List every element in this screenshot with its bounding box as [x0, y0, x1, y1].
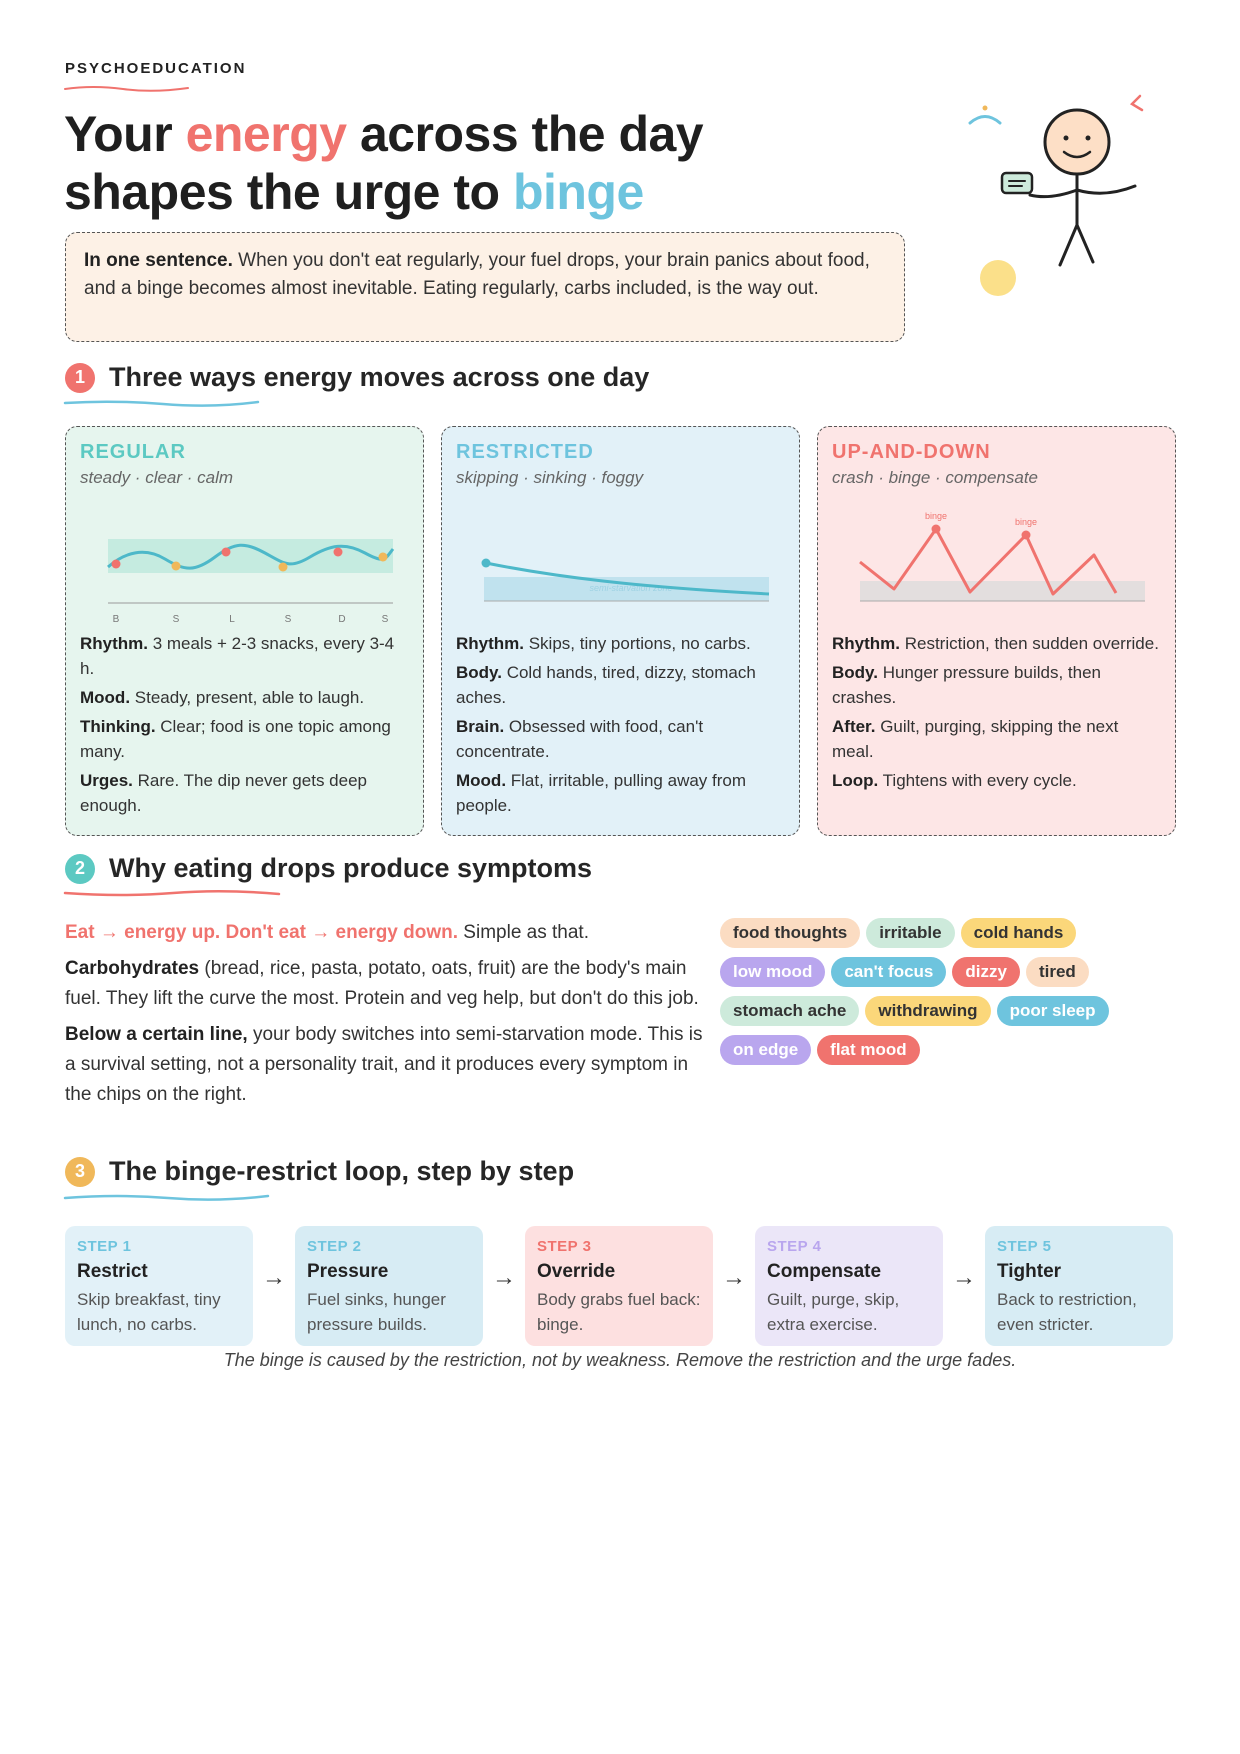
section-1-number: 1 [65, 363, 95, 393]
card-subtitle: crash · binge · compensate [832, 468, 1038, 487]
chip: irritable [866, 918, 954, 948]
card-body [80, 631, 412, 822]
card-row: After. Guilt, purging, skipping the next meal. [832, 717, 1119, 761]
paragraph: Eat → energy up. Don't eat → energy down. Simple as that. [65, 922, 589, 943]
section-1-title: Three ways energy moves across one day [109, 362, 650, 392]
tick-s3: S [381, 614, 389, 625]
binge-label-1: binge [924, 511, 948, 521]
card-row: Loop. Tightens with every cycle. [832, 771, 1077, 790]
kicker-underline [63, 83, 193, 93]
section-3-underline [63, 1192, 273, 1202]
card-row: Urges. Rare. The dip never gets deep enough. [80, 771, 367, 815]
tick-b: B [112, 614, 120, 625]
arrow-icon: → [952, 1264, 976, 1291]
chip: on edge [720, 1035, 811, 1065]
chip: flat mood [817, 1035, 920, 1065]
card-row: Brain. Obsessed with food, can't concentrate. [456, 717, 704, 761]
summary-box [65, 232, 905, 342]
card-row: Rhythm. 3 meals + 2-3 snacks, every 3-4 h. [80, 634, 395, 678]
chip: stomach ache [720, 996, 859, 1026]
section-3-number: 3 [65, 1157, 95, 1187]
footer-note: The binge is caused by the restriction, not by weakness. Remove the restriction and the urge fades. [223, 1350, 1017, 1370]
arrow-icon: → [722, 1264, 746, 1291]
section-1-heading [65, 362, 649, 393]
paragraph: Below a certain line, your body switches into semi-starvation mode. This is a survival setting, not a personality trait, and it produces every symptom in the chips on the right. [65, 1024, 703, 1105]
kicker: PSYCHOEDUCATION [65, 60, 247, 77]
symptom-chips [720, 918, 1140, 1065]
section-2-underline [63, 889, 283, 899]
section-2-number: 2 [65, 854, 95, 884]
card-body [832, 631, 1164, 797]
chip: withdrawing [865, 996, 990, 1026]
summary-lead: In one sentence. [84, 250, 233, 271]
card-row: Rhythm. Restriction, then sudden override. [832, 634, 1159, 653]
section-2-text [65, 918, 715, 1116]
card-body [456, 631, 788, 822]
card-title: UP-AND-DOWN [832, 441, 991, 463]
regular-energy-chart [80, 507, 410, 637]
chip: dizzy [952, 957, 1020, 987]
card-regular [65, 426, 424, 836]
card-title: RESTRICTED [456, 441, 594, 463]
card-row: Mood. Flat, irritable, pulling away from people. [456, 771, 747, 815]
card-title: REGULAR [80, 441, 186, 463]
step-card: STEP 2 Pressure Fuel sinks, hunger pressure builds. [295, 1226, 483, 1346]
chip: can't focus [831, 957, 946, 987]
step-card: STEP 5 Tighter Back to restriction, even stricter. [985, 1226, 1173, 1346]
card-subtitle: steady · clear · calm [80, 468, 234, 487]
card-up-and-down [817, 426, 1176, 836]
step-card: STEP 1 Restrict Skip breakfast, tiny lunch, no carbs. [65, 1226, 253, 1346]
tick-l: L [229, 614, 235, 625]
semi-starvation-label: semi-starvation zone [589, 583, 673, 593]
restricted-energy-chart [456, 507, 786, 637]
paragraph: Carbohydrates (bread, rice, pasta, potato, oats, fruit) are the body's main fuel. They lift the curve the most. Protein and veg help, but don't do this job. [65, 958, 699, 1009]
card-subtitle: skipping · sinking · foggy [456, 468, 644, 487]
stick-figure-illustration [960, 90, 1160, 310]
card-row: Body. Cold hands, tired, dizzy, stomach aches. [456, 663, 756, 707]
section-2-title: Why eating drops produce symptoms [109, 853, 593, 883]
chip: cold hands [961, 918, 1077, 948]
step-card: STEP 4 Compensate Guilt, purge, skip, extra exercise. [755, 1226, 943, 1346]
chip: tired [1026, 957, 1089, 987]
card-row: Body. Hunger pressure builds, then crashes. [832, 663, 1101, 707]
card-row: Rhythm. Skips, tiny portions, no carbs. [456, 634, 751, 653]
section-1-underline [63, 398, 263, 408]
card-restricted [441, 426, 800, 836]
summary-text: When you don't eat regularly, your fuel drops, your brain panics about food, and a binge becomes almost inevitable. Eating regularly, carbs included, is the way out. [84, 250, 870, 299]
section-3-title: The binge-restrict loop, step by step [109, 1156, 575, 1186]
arrow-icon: → [262, 1264, 286, 1291]
loop-steps [65, 1226, 1175, 1346]
page-title: Your energy across the day shapes the urge to binge [64, 106, 704, 220]
section-2-heading [65, 853, 592, 884]
step-card: STEP 3 Override Body grabs fuel back: binge. [525, 1226, 713, 1346]
card-row: Mood. Steady, present, able to laugh. [80, 688, 365, 707]
chip: low mood [720, 957, 825, 987]
up-and-down-energy-chart [832, 507, 1162, 637]
section-3-heading [65, 1156, 574, 1187]
tick-s1: S [172, 614, 180, 625]
chip: food thoughts [720, 918, 860, 948]
tick-d: D [338, 614, 346, 625]
arrow-icon: → [492, 1264, 516, 1291]
card-row: Thinking. Clear; food is one topic among many. [80, 717, 391, 761]
binge-label-2: binge [1014, 517, 1038, 527]
tick-s2: S [284, 614, 292, 625]
chip: poor sleep [997, 996, 1109, 1026]
